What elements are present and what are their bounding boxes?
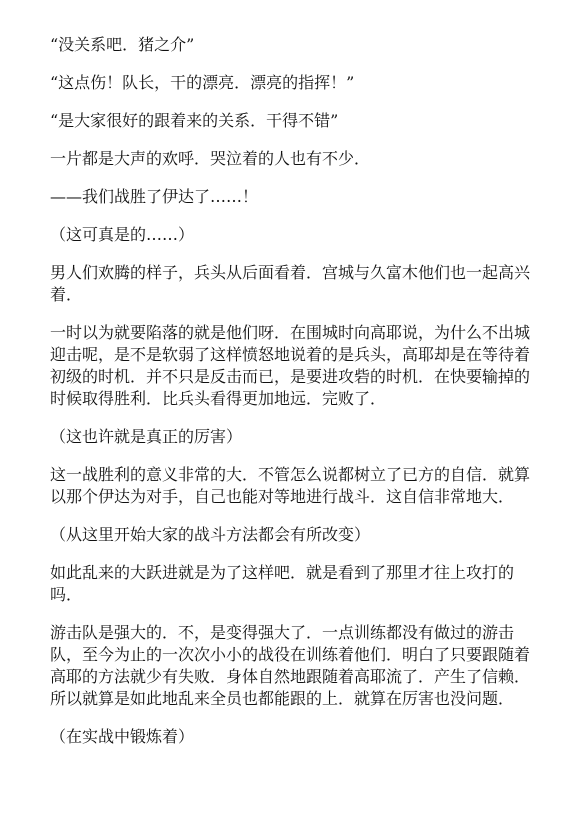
narration-paragraph: ——我们战胜了伊达了……！ bbox=[50, 187, 259, 206]
narration-paragraph: 一片都是大声的欢呼．哭泣着的人也有不少． bbox=[50, 149, 371, 168]
narration-paragraph: 游击队是强大的．不，是变得强大了．一点训练都没有做过的游击队，至今为止的一次次小小的战役在训练着他们．明白了只要跟随着高耶的方法就少有失败．身体自然地跟随着高耶流了．产生了信赖．所以就算是如此地乱来全员也都能跟的上．就算在厉害也没问题． bbox=[50, 623, 531, 708]
narration-paragraph: 男人们欢腾的样子，兵头从后面看着．宫城与久富木他们也一起高兴着． bbox=[50, 263, 531, 304]
document-page bbox=[50, 34, 535, 764]
narration-paragraph: 一时以为就要陷落的就是他们呀．在围城时向高耶说，为什么不出城迎击呢，是不是软弱了这样愤怒地说着的是兵头，高耶却是在等待着初级的时机．并不只是反击而已，是要进攻砦的时机．在快要输掉的时候取得胜利．比兵头看得更加地远．完败了． bbox=[50, 323, 531, 408]
dialogue-line-3: “是大家很好的跟着来的关系．干得不错” bbox=[50, 111, 339, 130]
dialogue-line-1: “没关系吧．猪之介” bbox=[50, 35, 195, 54]
inner-thought-line: （在实战中锻炼着） bbox=[50, 727, 195, 746]
narration-paragraph: 这一战胜利的意义非常的大．不管怎么说都树立了已方的自信．就算以那个伊达为对手，自己也能对等地进行战斗．这自信非常地大． bbox=[50, 465, 531, 506]
dialogue-line-2: “这点伤！队长，干的漂亮．漂亮的指挥！” bbox=[50, 73, 355, 92]
narration-paragraph: 如此乱来的大跃进就是为了这样吧．就是看到了那里才往上攻打的吗． bbox=[50, 563, 515, 604]
inner-thought-line: （这也许就是真正的厉害） bbox=[50, 427, 243, 446]
inner-thought-line: （这可真是的……） bbox=[50, 225, 195, 244]
inner-thought-line: （从这里开始大家的战斗方法都会有所改变） bbox=[50, 525, 371, 544]
